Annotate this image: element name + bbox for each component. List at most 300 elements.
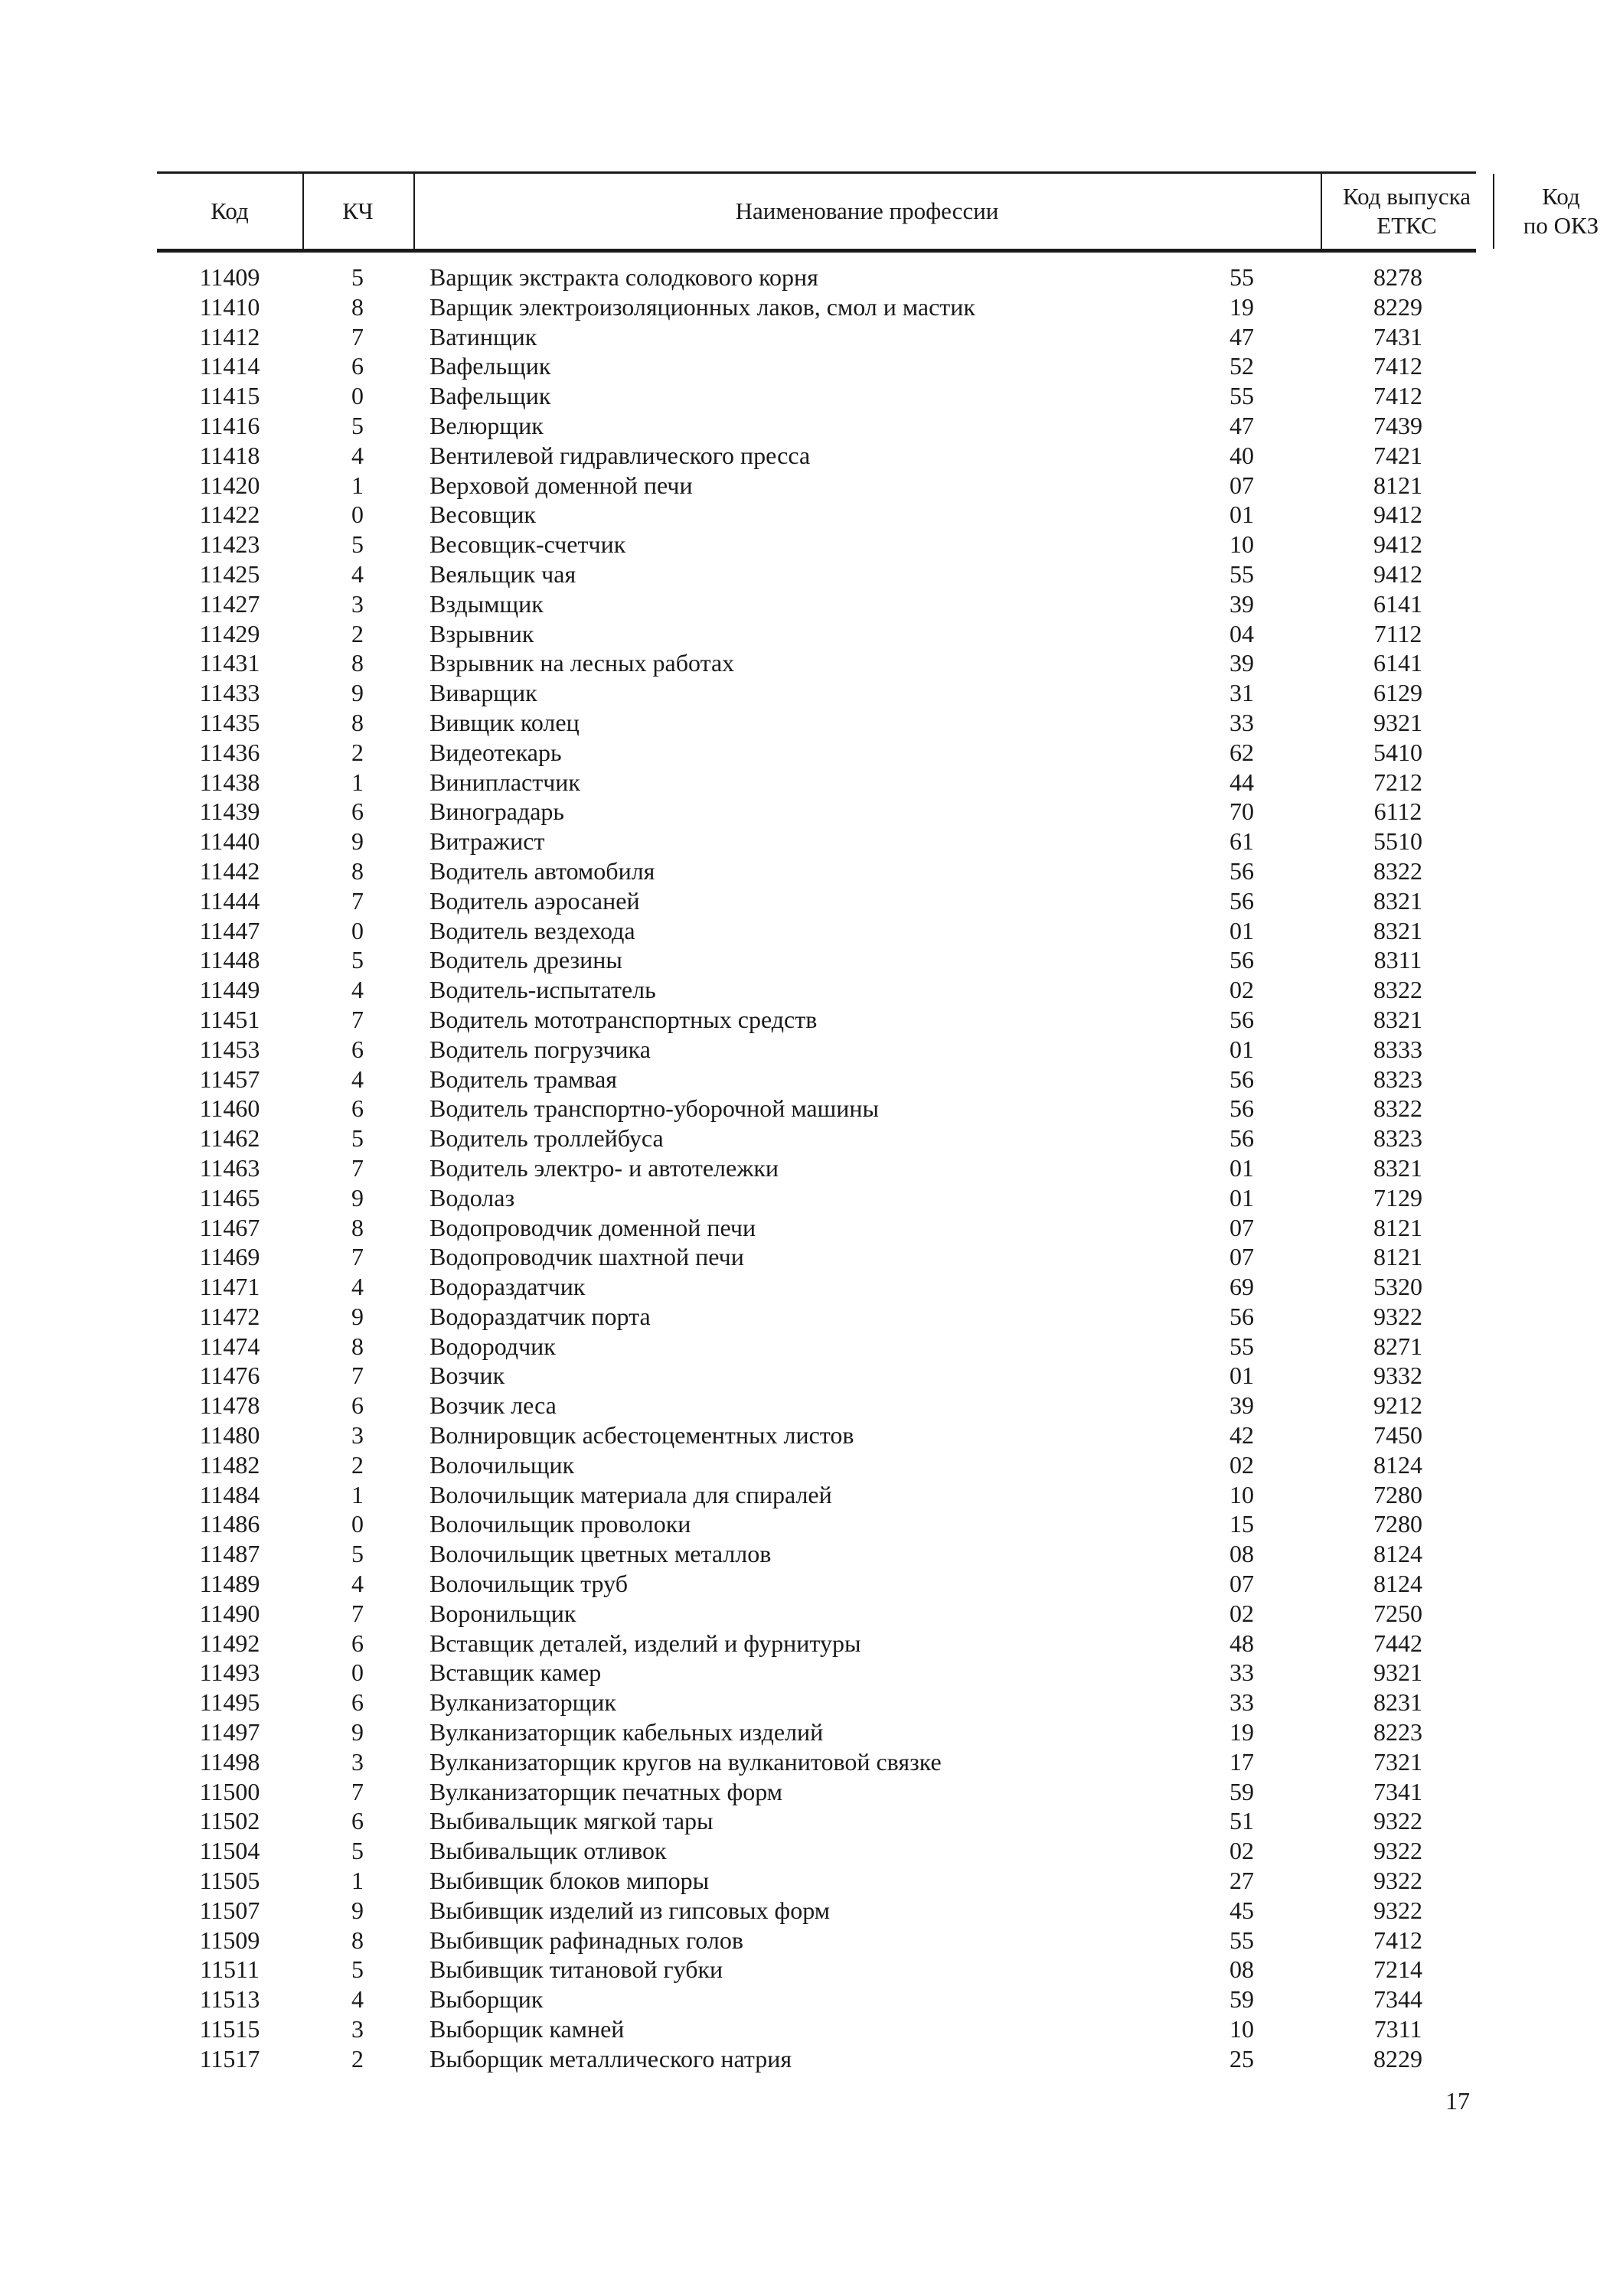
- table-row: [0, 916, 1623, 946]
- cell-name: Водитель троллейбуса: [429, 1124, 664, 1153]
- table-row: [0, 1985, 1623, 2014]
- cell-okz: 7129: [1373, 1183, 1422, 1212]
- cell-code: 11457: [199, 1065, 260, 1093]
- cell-code: 11438: [199, 768, 260, 796]
- cell-kch: 6: [351, 797, 364, 826]
- cell-code: 11478: [199, 1391, 260, 1420]
- cell-etks: 27: [1229, 1867, 1254, 1895]
- cell-kch: 0: [351, 1510, 364, 1538]
- cell-code: 11500: [199, 1777, 260, 1805]
- cell-code: 11440: [199, 827, 260, 856]
- cell-okz: 8321: [1373, 916, 1422, 944]
- table-row: [0, 648, 1623, 678]
- cell-okz: 8124: [1373, 1540, 1422, 1568]
- cell-okz: 8311: [1373, 946, 1422, 974]
- cell-okz: 7280: [1373, 1480, 1422, 1508]
- cell-name: Водитель трамвая: [429, 1065, 618, 1093]
- cell-etks: 33: [1229, 1688, 1254, 1717]
- cell-name: Воронильщик: [429, 1599, 576, 1627]
- table-row: [0, 471, 1623, 501]
- cell-okz: 6141: [1373, 589, 1422, 618]
- table-row: [0, 1569, 1623, 1599]
- cell-code: 11484: [199, 1480, 260, 1508]
- cell-okz: 7212: [1373, 768, 1422, 796]
- cell-kch: 4: [351, 1065, 364, 1093]
- cell-kch: 0: [351, 1658, 364, 1687]
- cell-okz: 6129: [1373, 679, 1422, 707]
- table-row: [0, 1153, 1623, 1183]
- cell-etks: 61: [1229, 827, 1254, 856]
- cell-etks: 07: [1229, 1243, 1254, 1271]
- cell-code: 11487: [199, 1540, 260, 1568]
- cell-code: 11448: [199, 946, 260, 974]
- cell-kch: 7: [351, 322, 364, 351]
- cell-etks: 17: [1229, 1747, 1254, 1776]
- table-row: [0, 1183, 1623, 1213]
- cell-okz: 8322: [1373, 1094, 1422, 1123]
- cell-kch: 6: [351, 1688, 364, 1717]
- table-row: [0, 1896, 1623, 1926]
- table-row: [0, 1391, 1623, 1420]
- table-row: [0, 945, 1623, 975]
- cell-code: 11489: [199, 1570, 260, 1598]
- cell-okz: 7439: [1373, 411, 1422, 439]
- cell-kch: 7: [351, 1777, 364, 1805]
- cell-okz: 8323: [1373, 1065, 1422, 1093]
- cell-okz: 5410: [1373, 738, 1422, 766]
- cell-etks: 69: [1229, 1273, 1254, 1301]
- cell-code: 11497: [199, 1718, 260, 1746]
- table-row: [0, 856, 1623, 886]
- cell-kch: 1: [351, 1867, 364, 1895]
- table-row: [0, 1213, 1623, 1243]
- cell-etks: 02: [1229, 1837, 1254, 1865]
- cell-code: 11427: [199, 589, 260, 618]
- cell-kch: 2: [351, 738, 364, 766]
- cell-etks: 42: [1229, 1421, 1254, 1450]
- cell-name: Волочильщик материала для спиралей: [429, 1480, 832, 1508]
- table-row: [0, 1332, 1623, 1362]
- cell-code: 11451: [199, 1005, 260, 1033]
- table-row: [0, 530, 1623, 559]
- cell-name: Водитель аэросаней: [429, 886, 640, 915]
- cell-etks: 55: [1229, 382, 1254, 410]
- cell-name: Взрывник: [429, 619, 534, 647]
- table-header: [157, 171, 1599, 251]
- cell-name: Водитель-испытатель: [429, 976, 656, 1004]
- cell-etks: 02: [1229, 976, 1254, 1004]
- cell-name: Варщик электроизоляционных лаков, смол и мастик: [429, 292, 975, 321]
- cell-name: Верховой доменной печи: [429, 471, 693, 499]
- cell-kch: 9: [351, 1302, 364, 1330]
- cell-name: Водитель автомобиля: [429, 856, 655, 885]
- cell-etks: 19: [1229, 1718, 1254, 1746]
- cell-okz: 9321: [1373, 708, 1422, 736]
- cell-etks: 07: [1229, 471, 1254, 499]
- cell-kch: 1: [351, 1480, 364, 1508]
- cell-kch: 9: [351, 1183, 364, 1212]
- cell-okz: 9322: [1373, 1302, 1422, 1330]
- cell-name: Возчик леса: [429, 1391, 557, 1420]
- cell-name: Виварщик: [429, 679, 537, 707]
- cell-code: 11409: [199, 263, 260, 291]
- table-row: [0, 1866, 1623, 1896]
- cell-etks: 33: [1229, 1658, 1254, 1687]
- cell-kch: 8: [351, 708, 364, 736]
- cell-etks: 70: [1229, 797, 1254, 826]
- cell-etks: 39: [1229, 1391, 1254, 1420]
- cell-etks: 45: [1229, 1896, 1254, 1924]
- table-row: [0, 768, 1623, 797]
- cell-name: Водитель транспортно-уборочной машины: [429, 1094, 879, 1123]
- cell-kch: 4: [351, 1273, 364, 1301]
- cell-code: 11482: [199, 1450, 260, 1479]
- cell-etks: 59: [1229, 1985, 1254, 2014]
- cell-kch: 8: [351, 292, 364, 321]
- cell-kch: 1: [351, 471, 364, 499]
- cell-code: 11442: [199, 856, 260, 885]
- cell-name: Вивщик колец: [429, 708, 580, 736]
- cell-name: Вставщик камер: [429, 1658, 602, 1687]
- cell-kch: 3: [351, 589, 364, 618]
- table-row: [0, 886, 1623, 916]
- cell-kch: 6: [351, 1391, 364, 1420]
- cell-kch: 8: [351, 1213, 364, 1241]
- cell-name: Волочильщик: [429, 1450, 575, 1479]
- cell-kch: 3: [351, 1747, 364, 1776]
- table-row: [0, 1005, 1623, 1035]
- cell-okz: 7341: [1373, 1777, 1422, 1805]
- cell-etks: 56: [1229, 1005, 1254, 1033]
- cell-name: Выбивщик блоков мипоры: [429, 1867, 710, 1895]
- header-code-label: Код: [211, 197, 249, 224]
- cell-name: Водородчик: [429, 1332, 556, 1360]
- cell-name: Вентилевой гидравлического пресса: [429, 441, 811, 469]
- cell-code: 11476: [199, 1362, 260, 1390]
- table-row: [0, 1599, 1623, 1629]
- cell-code: 11515: [199, 2015, 260, 2043]
- cell-kch: 5: [351, 1540, 364, 1568]
- cell-code: 11502: [199, 1807, 260, 1835]
- cell-kch: 4: [351, 1985, 364, 2014]
- cell-kch: 4: [351, 1570, 364, 1598]
- cell-etks: 52: [1229, 352, 1254, 380]
- table-row: [0, 708, 1623, 738]
- cell-name: Винипластчик: [429, 768, 580, 796]
- cell-code: 11493: [199, 1658, 260, 1687]
- cell-etks: 07: [1229, 1570, 1254, 1598]
- cell-code: 11472: [199, 1302, 260, 1330]
- cell-name: Водитель мототранспортных средств: [429, 1005, 818, 1033]
- table-row: [0, 1480, 1623, 1510]
- cell-name: Водитель электро- и автотележки: [429, 1153, 779, 1182]
- cell-okz: 5320: [1373, 1273, 1422, 1301]
- cell-name: Водитель погрузчика: [429, 1035, 651, 1063]
- cell-kch: 0: [351, 382, 364, 410]
- cell-kch: 7: [351, 1599, 364, 1627]
- cell-okz: 7431: [1373, 322, 1422, 351]
- cell-kch: 4: [351, 559, 364, 588]
- cell-kch: 7: [351, 1153, 364, 1182]
- cell-code: 11425: [199, 559, 260, 588]
- cell-name: Весовщик: [429, 501, 536, 529]
- cell-code: 11507: [199, 1896, 260, 1924]
- cell-name: Велюрщик: [429, 411, 544, 439]
- cell-okz: 8323: [1373, 1124, 1422, 1153]
- cell-name: Вулканизаторщик кругов на вулканитовой связке: [429, 1747, 942, 1776]
- table-row: [0, 738, 1623, 768]
- cell-name: Водораздатчик: [429, 1273, 586, 1301]
- cell-etks: 55: [1229, 1332, 1254, 1360]
- table-row: [0, 1094, 1623, 1124]
- table-row: [0, 2044, 1623, 2074]
- cell-etks: 44: [1229, 768, 1254, 796]
- cell-kch: 6: [351, 1035, 364, 1063]
- cell-kch: 9: [351, 827, 364, 856]
- table-row: [0, 1926, 1623, 1955]
- table-row: [0, 1747, 1623, 1777]
- cell-okz: 9322: [1373, 1837, 1422, 1865]
- cell-name: Витражист: [429, 827, 545, 856]
- cell-okz: 7412: [1373, 1926, 1422, 1954]
- cell-etks: 10: [1229, 530, 1254, 559]
- cell-kch: 5: [351, 411, 364, 439]
- cell-name: Весовщик-счетчик: [429, 530, 626, 559]
- cell-name: Выборщик металлического натрия: [429, 2044, 792, 2073]
- cell-name: Взрывник на лесных работах: [429, 649, 735, 677]
- cell-etks: 25: [1229, 2044, 1254, 2073]
- cell-etks: 02: [1229, 1599, 1254, 1627]
- cell-etks: 51: [1229, 1807, 1254, 1835]
- cell-kch: 5: [351, 1837, 364, 1865]
- cell-name: Выбивщик титановой губки: [429, 1955, 723, 1984]
- header-etks-line1: Код выпуска: [1343, 183, 1471, 210]
- cell-okz: 7280: [1373, 1510, 1422, 1538]
- cell-name: Вафельщик: [429, 382, 551, 410]
- cell-etks: 39: [1229, 589, 1254, 618]
- cell-kch: 8: [351, 649, 364, 677]
- cell-name: Выбивальщик мягкой тары: [429, 1807, 714, 1835]
- table-row: [0, 1124, 1623, 1153]
- cell-kch: 5: [351, 1124, 364, 1153]
- cell-etks: 56: [1229, 1302, 1254, 1330]
- table-row: [0, 1420, 1623, 1450]
- cell-okz: 9212: [1373, 1391, 1422, 1420]
- header-okz: [1493, 174, 1623, 249]
- cell-okz: 9322: [1373, 1807, 1422, 1835]
- page-number: 17: [1445, 2087, 1470, 2115]
- table-row: [0, 441, 1623, 471]
- header-etks-line2: ЕТКС: [1376, 212, 1437, 239]
- cell-code: 11474: [199, 1332, 260, 1360]
- table-row: [0, 1242, 1623, 1272]
- cell-code: 11415: [199, 382, 260, 410]
- cell-name: Выбивщик изделий из гипсовых форм: [429, 1896, 831, 1924]
- cell-code: 11509: [199, 1926, 260, 1954]
- cell-kch: 0: [351, 916, 364, 944]
- cell-name: Вафельщик: [429, 352, 551, 380]
- cell-etks: 07: [1229, 1213, 1254, 1241]
- table-body: [0, 263, 1623, 2074]
- cell-name: Волочильщик труб: [429, 1570, 628, 1598]
- cell-code: 11486: [199, 1510, 260, 1538]
- cell-kch: 1: [351, 768, 364, 796]
- table-row: [0, 1658, 1623, 1688]
- cell-okz: 8322: [1373, 856, 1422, 885]
- cell-code: 11469: [199, 1243, 260, 1271]
- cell-etks: 47: [1229, 322, 1254, 351]
- cell-code: 11498: [199, 1747, 260, 1776]
- cell-name: Вулканизаторщик кабельных изделий: [429, 1718, 824, 1746]
- cell-okz: 6112: [1373, 797, 1422, 826]
- cell-etks: 48: [1229, 1629, 1254, 1657]
- cell-code: 11465: [199, 1183, 260, 1212]
- cell-kch: 2: [351, 619, 364, 647]
- cell-name: Волочильщик цветных металлов: [429, 1540, 772, 1568]
- cell-kch: 8: [351, 1926, 364, 1954]
- cell-kch: 6: [351, 1094, 364, 1123]
- cell-etks: 04: [1229, 619, 1254, 647]
- cell-kch: 9: [351, 1718, 364, 1746]
- table-row: [0, 1777, 1623, 1807]
- cell-code: 11480: [199, 1421, 260, 1450]
- cell-etks: 01: [1229, 1183, 1254, 1212]
- cell-okz: 8223: [1373, 1718, 1422, 1746]
- header-kch-label: КЧ: [342, 197, 374, 224]
- cell-name: Выбивальщик отливок: [429, 1837, 667, 1865]
- cell-etks: 55: [1229, 263, 1254, 291]
- cell-code: 11495: [199, 1688, 260, 1717]
- cell-name: Водопроводчик шахтной печи: [429, 1243, 744, 1271]
- table-row: [0, 1688, 1623, 1717]
- cell-etks: 02: [1229, 1450, 1254, 1479]
- cell-etks: 08: [1229, 1540, 1254, 1568]
- cell-etks: 01: [1229, 1153, 1254, 1182]
- table-row: [0, 589, 1623, 619]
- cell-code: 11463: [199, 1153, 260, 1182]
- cell-code: 11420: [199, 471, 260, 499]
- cell-kch: 8: [351, 856, 364, 885]
- table-row: [0, 827, 1623, 856]
- cell-code: 11517: [199, 2044, 260, 2073]
- cell-name: Виноградарь: [429, 797, 564, 826]
- table-row: [0, 411, 1623, 441]
- cell-okz: 7321: [1373, 1747, 1422, 1776]
- table-row: [0, 1361, 1623, 1391]
- table-row: [0, 1509, 1623, 1539]
- cell-code: 11414: [199, 352, 260, 380]
- cell-etks: 15: [1229, 1510, 1254, 1538]
- table-row: [0, 2014, 1623, 2044]
- cell-okz: 9412: [1373, 501, 1422, 529]
- cell-etks: 39: [1229, 649, 1254, 677]
- cell-etks: 62: [1229, 738, 1254, 766]
- cell-code: 11453: [199, 1035, 260, 1063]
- cell-kch: 3: [351, 1421, 364, 1450]
- header-double-rule: [157, 251, 1476, 253]
- cell-etks: 08: [1229, 1955, 1254, 1984]
- cell-etks: 56: [1229, 1094, 1254, 1123]
- cell-code: 11490: [199, 1599, 260, 1627]
- cell-okz: 8229: [1373, 2044, 1422, 2073]
- cell-etks: 01: [1229, 916, 1254, 944]
- cell-code: 11449: [199, 976, 260, 1004]
- cell-okz: 5510: [1373, 827, 1422, 856]
- cell-code: 11471: [199, 1273, 260, 1301]
- cell-okz: 9332: [1373, 1362, 1422, 1390]
- cell-okz: 7112: [1373, 619, 1422, 647]
- cell-code: 11422: [199, 501, 260, 529]
- cell-okz: 9412: [1373, 530, 1422, 559]
- cell-etks: 56: [1229, 886, 1254, 915]
- cell-kch: 8: [351, 1332, 364, 1360]
- header-etks: [1321, 174, 1493, 249]
- cell-code: 11467: [199, 1213, 260, 1241]
- cell-etks: 55: [1229, 559, 1254, 588]
- cell-name: Водитель вездехода: [429, 916, 635, 944]
- cell-name: Водитель дрезины: [429, 946, 622, 974]
- cell-name: Волочильщик проволоки: [429, 1510, 691, 1538]
- cell-code: 11505: [199, 1867, 260, 1895]
- cell-code: 11410: [199, 292, 260, 321]
- header-code: [157, 174, 302, 249]
- cell-name: Вулканизаторщик: [429, 1688, 616, 1717]
- cell-code: 11423: [199, 530, 260, 559]
- table-row: [0, 678, 1623, 708]
- table-row: [0, 1806, 1623, 1836]
- cell-okz: 8121: [1373, 1243, 1422, 1271]
- header-okz-line1: Код: [1542, 183, 1580, 210]
- cell-code: 11435: [199, 708, 260, 736]
- cell-okz: 9412: [1373, 559, 1422, 588]
- cell-code: 11511: [200, 1955, 260, 1984]
- cell-kch: 7: [351, 1362, 364, 1390]
- cell-etks: 19: [1229, 292, 1254, 321]
- table-row: [0, 1450, 1623, 1480]
- table-row: [0, 1272, 1623, 1302]
- cell-etks: 40: [1229, 441, 1254, 469]
- cell-okz: 8229: [1373, 292, 1422, 321]
- cell-etks: 47: [1229, 411, 1254, 439]
- cell-kch: 5: [351, 530, 364, 559]
- cell-etks: 10: [1229, 2015, 1254, 2043]
- cell-code: 11447: [199, 916, 260, 944]
- table-row: [0, 500, 1623, 530]
- cell-okz: 8121: [1373, 1213, 1422, 1241]
- cell-kch: 5: [351, 946, 364, 974]
- cell-code: 11439: [199, 797, 260, 826]
- cell-okz: 6141: [1373, 649, 1422, 677]
- table-row: [0, 1955, 1623, 1985]
- cell-kch: 6: [351, 1629, 364, 1657]
- cell-kch: 2: [351, 1450, 364, 1479]
- cell-etks: 56: [1229, 1124, 1254, 1153]
- cell-kch: 0: [351, 501, 364, 529]
- cell-okz: 7450: [1373, 1421, 1422, 1450]
- table-row: [0, 1629, 1623, 1658]
- cell-kch: 6: [351, 352, 364, 380]
- cell-kch: 3: [351, 2015, 364, 2043]
- cell-name: Выборщик камней: [429, 2015, 625, 2043]
- cell-okz: 8333: [1373, 1035, 1422, 1063]
- cell-okz: 9322: [1373, 1867, 1422, 1895]
- table-row: [0, 1302, 1623, 1332]
- cell-code: 11416: [199, 411, 260, 439]
- cell-name: Вздымщик: [429, 589, 544, 618]
- cell-kch: 6: [351, 1807, 364, 1835]
- table-row: [0, 1539, 1623, 1569]
- table-row: [0, 797, 1623, 827]
